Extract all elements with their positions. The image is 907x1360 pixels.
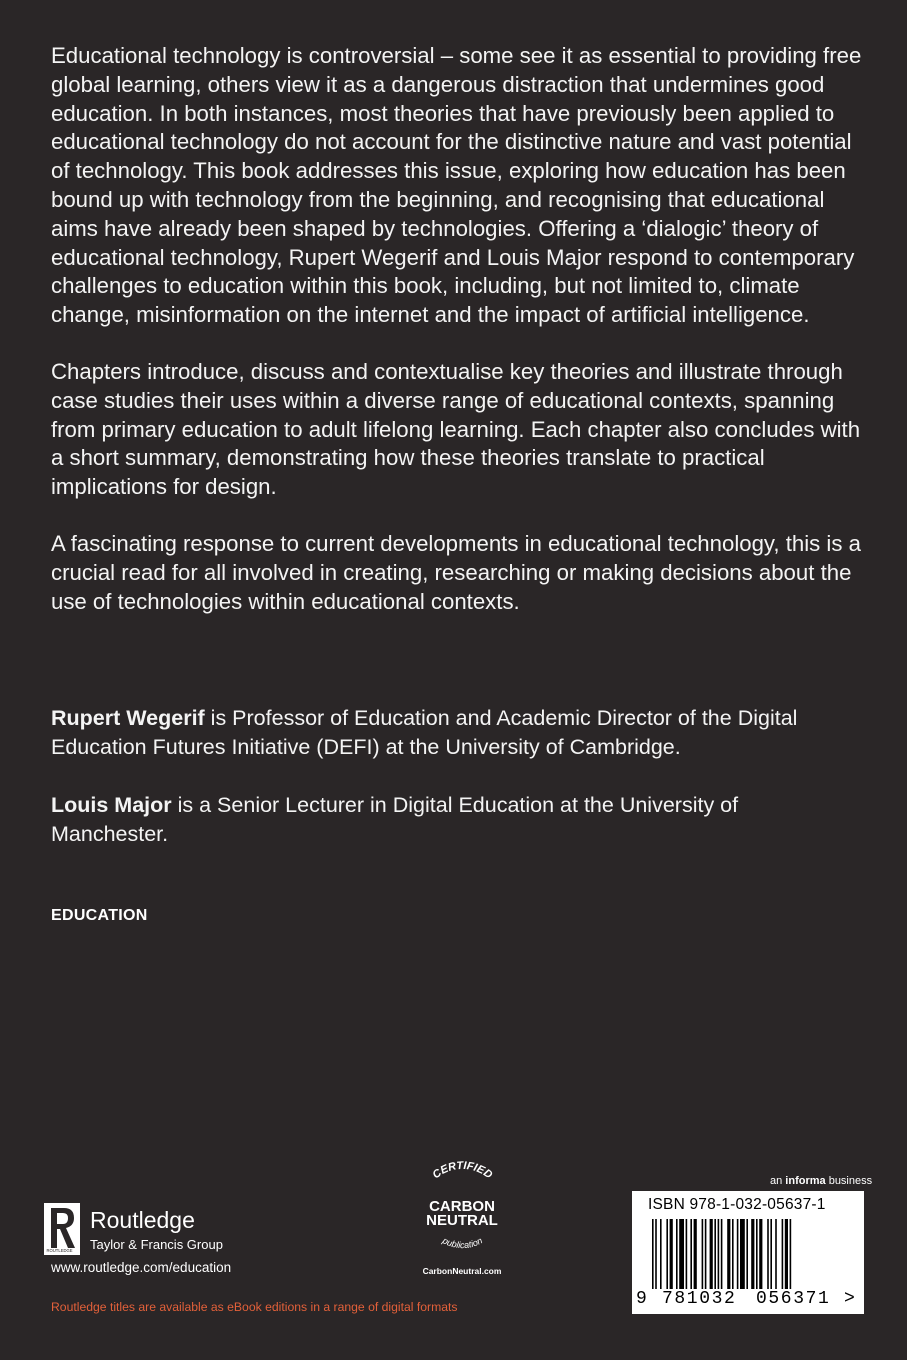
subject-category: EDUCATION: [51, 907, 148, 924]
routledge-r-icon: [44, 1203, 80, 1255]
badge-carbon-text: CARBON: [429, 1198, 495, 1215]
author-bio-major: [51, 791, 851, 849]
barcode-bar: [705, 1219, 707, 1289]
barcode-bar: [666, 1219, 668, 1289]
barcode-bar: [767, 1219, 769, 1289]
informa-suffix: business: [825, 1175, 873, 1187]
blurb-paragraph-1: Educational technology is controversial – some see it as essential to providing free global learning, others view it as a dangerous distraction that undermines good education. In both instances, most theories that have previously been applied to educational technology do not account for the distinctive nature and vast potential of technology. This book addresses this issue, exploring how education has been bound up with technology from the beginning, and recognising that educational aims have already been shaped by technologies. Offering a ‘dialogic’ theory of educational technology, Rupert Wegerif and Louis Major respond to contemporary challenges to education within this book, including, but not limited to, climate change, misinformation on the internet and the impact of artificial intelligence.: [51, 43, 862, 328]
back-cover-blurb: [51, 42, 871, 644]
barcode-bar: [652, 1219, 654, 1289]
publisher-name: Routledge: [90, 1207, 195, 1233]
informa-prefix: an: [770, 1175, 786, 1187]
badge-publication-text: publication: [440, 1235, 485, 1251]
routledge-logo-wordmark: ROUTLEDGE: [46, 1248, 73, 1253]
barcode-bar: [686, 1219, 688, 1289]
barcode-bar: [727, 1219, 730, 1289]
barcode-bar: [690, 1219, 692, 1289]
barcode-bar: [670, 1219, 673, 1289]
author-bio-text: is a Senior Lecturer in Digital Education at the University of Manchester.: [51, 793, 739, 846]
barcode-bar: [737, 1219, 739, 1289]
blurb-paragraph-3: A fascinating response to current developments in educational technology, this is a crucial read for all involved in creating, researching or making decisions about the use of technologies within educational contexts.: [51, 530, 861, 614]
badge-certified-text: CERTIFIED: [430, 1159, 495, 1182]
barcode-bar: [676, 1219, 678, 1289]
routledge-logo: [44, 1203, 274, 1255]
barcode-bar: [655, 1219, 657, 1289]
barcode-bar: [740, 1219, 745, 1289]
barcode-bar: [660, 1219, 662, 1289]
informa-business-label: [770, 1175, 872, 1187]
barcode-bar: [694, 1219, 697, 1289]
barcode-bar: [732, 1219, 734, 1289]
barcode-bar: [718, 1219, 720, 1289]
informa-brand: informa: [785, 1175, 826, 1187]
isbn-barcode: [632, 1191, 864, 1314]
svg-text:CERTIFIED: [431, 1160, 495, 1182]
barcode-bar: [679, 1219, 684, 1289]
svg-text:publication: [440, 1235, 484, 1250]
barcode-bar: [770, 1219, 772, 1289]
barcode-bar: [775, 1219, 777, 1289]
badge-neutral-text: NEUTRAL: [426, 1212, 498, 1229]
author-bio-wegerif: [51, 704, 851, 762]
barcode-bar: [702, 1219, 704, 1289]
author-bio-text: is Professor of Education and Academic Director of the Digital Education Futures Initiative (DEFI) at the University of Cambridge.: [51, 706, 798, 759]
barcode-bar: [746, 1219, 748, 1289]
badge-url-text: CarbonNeutral.com: [422, 1266, 502, 1276]
isbn-arrow: >: [844, 1289, 855, 1309]
barcode-bar: [710, 1219, 713, 1289]
author-name: Louis Major: [51, 793, 172, 817]
isbn-label: ISBN 978-1-032-05637-1: [648, 1196, 826, 1213]
publisher-url: www.routledge.com/education: [51, 1260, 232, 1275]
barcode-bar: [714, 1219, 716, 1289]
barcode-bar: [756, 1219, 758, 1289]
ebook-note: Routledge titles are available as eBook editions in a range of digital formats: [51, 1300, 458, 1314]
blurb-paragraph-2: Chapters introduce, discuss and contextualise key theories and illustrate through case studies their uses within a diverse range of educational contexts, spanning from primary education to adult lifelong learning. Each chapter also concludes with a short summary, demonstrating how these theories translate to practical implications for design.: [51, 358, 861, 500]
barcode-bar: [751, 1219, 754, 1289]
isbn-right-group: 056371: [756, 1289, 831, 1309]
barcode-bar: [759, 1219, 762, 1289]
barcode-bar: [785, 1219, 788, 1289]
isbn-first-digit: 9: [636, 1289, 647, 1309]
barcode-bar: [721, 1219, 723, 1289]
barcode-bars: [646, 1219, 851, 1289]
publisher-group: Taylor & Francis Group: [90, 1237, 223, 1252]
barcode-bar: [790, 1219, 792, 1289]
carbon-neutral-badge: [405, 1150, 520, 1280]
isbn-left-group: 781032: [662, 1289, 737, 1309]
barcode-bar: [782, 1219, 784, 1289]
author-name: Rupert Wegerif: [51, 706, 205, 730]
